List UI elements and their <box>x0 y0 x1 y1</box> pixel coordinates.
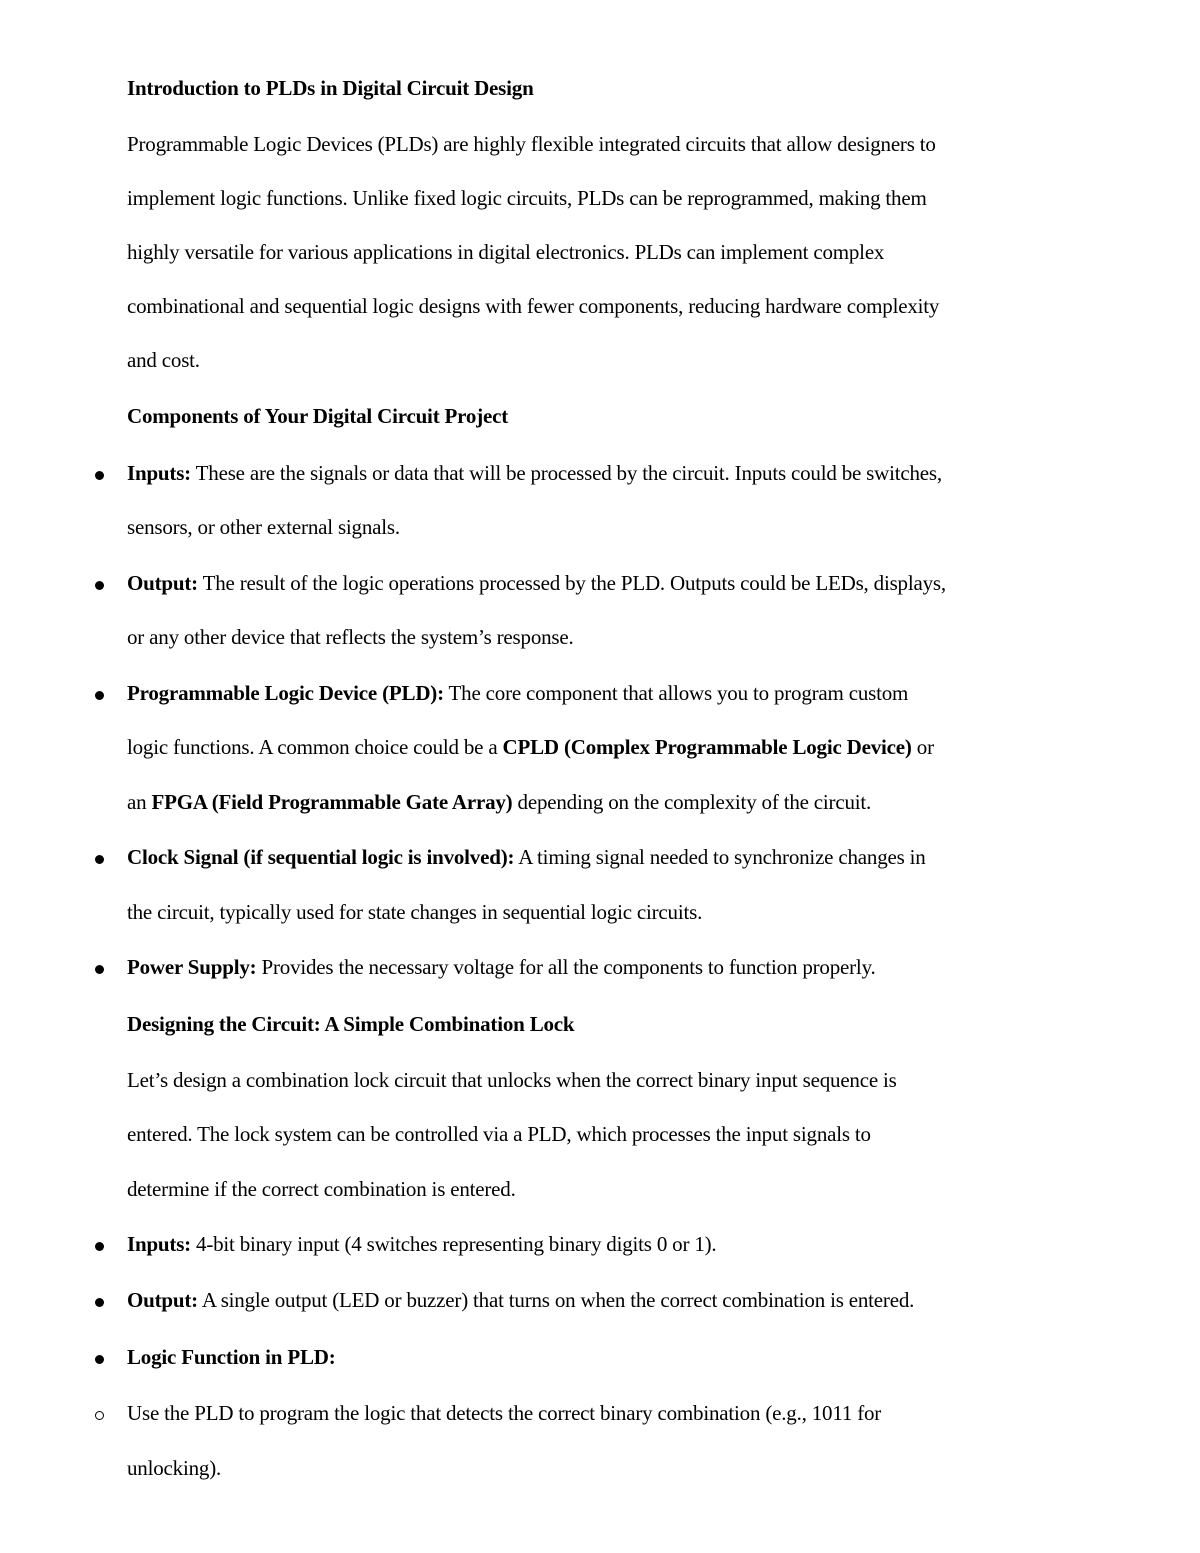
design-output-text: A single output (LED or buzzer) that turns on when the correct combination is entered. <box>197 1288 915 1312</box>
component-power-text: Provides the necessary voltage for all the components to function properly. <box>256 955 876 979</box>
component-clock-line-1 <box>127 843 926 871</box>
bullet-icon <box>92 1286 106 1314</box>
design-logic-label: Logic Function in PLD: <box>127 1345 336 1369</box>
heading-intro: Introduction to PLDs in Digital Circuit Design <box>127 76 534 100</box>
bullet-icon <box>92 569 106 597</box>
bullet-icon <box>92 843 106 871</box>
component-output-line-2: or any other device that reflects the system’s response. <box>127 625 574 649</box>
component-inputs-label: Inputs: <box>127 461 191 485</box>
intro-line-3: highly versatile for various applications in digital electronics. PLDs can implement complex <box>127 240 885 264</box>
heading-designing: Designing the Circuit: A Simple Combination Lock <box>127 1012 575 1036</box>
design-output-label: Output: <box>127 1288 198 1312</box>
component-power-label: Power Supply: <box>127 955 257 979</box>
intro-line-5: and cost. <box>127 348 200 372</box>
component-output-text: The result of the logic operations processed by the PLD. Outputs could be LEDs, displays, <box>197 571 946 595</box>
component-output-label: Output: <box>127 571 198 595</box>
component-pld-line-2 <box>127 733 934 761</box>
bullet-icon <box>92 953 106 981</box>
heading-components: Components of Your Digital Circuit Project <box>127 404 509 428</box>
component-clock-line-2: the circuit, typically used for state changes in sequential logic circuits. <box>127 900 703 924</box>
bullet-icon <box>92 1230 106 1258</box>
pld-text-d: an <box>127 790 152 814</box>
design-inputs-label: Inputs: <box>127 1232 191 1256</box>
component-power-line-1 <box>127 953 876 981</box>
bullet-icon <box>92 459 106 487</box>
design-logic-line <box>127 1343 336 1371</box>
component-clock-label: Clock Signal (if sequential logic is involved): <box>127 845 515 869</box>
component-pld-line-3 <box>127 788 871 816</box>
design-line-3: determine if the correct combination is entered. <box>127 1177 516 1201</box>
component-pld-line-1 <box>127 679 908 707</box>
design-inputs-text: 4-bit binary input (4 switches representing binary digits 0 or 1). <box>190 1232 717 1256</box>
pld-text-a: logic functions. A common choice could be a <box>127 735 503 759</box>
pld-text-c: or <box>911 735 934 759</box>
component-clock-text: A timing signal needed to synchronize changes in <box>514 845 926 869</box>
design-sub-line-1: Use the PLD to program the logic that detects the correct binary combination (e.g., 1011 for <box>127 1401 882 1425</box>
design-sub-line-2: unlocking). <box>127 1456 222 1480</box>
bullet-icon <box>92 1343 106 1371</box>
bullet-icon <box>92 679 106 707</box>
component-inputs-line-2: sensors, or other external signals. <box>127 515 400 539</box>
intro-line-2: implement logic functions. Unlike fixed logic circuits, PLDs can be reprogrammed, making them <box>127 186 927 210</box>
design-line-2: entered. The lock system can be controlled via a PLD, which processes the input signals to <box>127 1122 871 1146</box>
intro-line-1: Programmable Logic Devices (PLDs) are highly flexible integrated circuits that allow designers to <box>127 132 936 156</box>
component-inputs-line-1 <box>127 459 942 487</box>
component-output-line-1 <box>127 569 946 597</box>
component-pld-text: The core component that allows you to program custom <box>443 681 909 705</box>
pld-text-e: depending on the complexity of the circuit. <box>512 790 872 814</box>
design-line-1: Let’s design a combination lock circuit that unlocks when the correct binary input sequence is <box>127 1068 897 1092</box>
sub-bullet-icon <box>92 1399 106 1427</box>
design-inputs-line <box>127 1230 716 1258</box>
cpld-term: CPLD (Complex Programmable Logic Device) <box>502 735 912 759</box>
intro-line-4: combinational and sequential logic designs with fewer components, reducing hardware complexity <box>127 294 940 318</box>
design-output-line <box>127 1286 914 1314</box>
fpga-term: FPGA (Field Programmable Gate Array) <box>151 790 513 814</box>
component-pld-label: Programmable Logic Device (PLD): <box>127 681 444 705</box>
component-inputs-text: These are the signals or data that will be processed by the circuit. Inputs could be switches, <box>190 461 942 485</box>
